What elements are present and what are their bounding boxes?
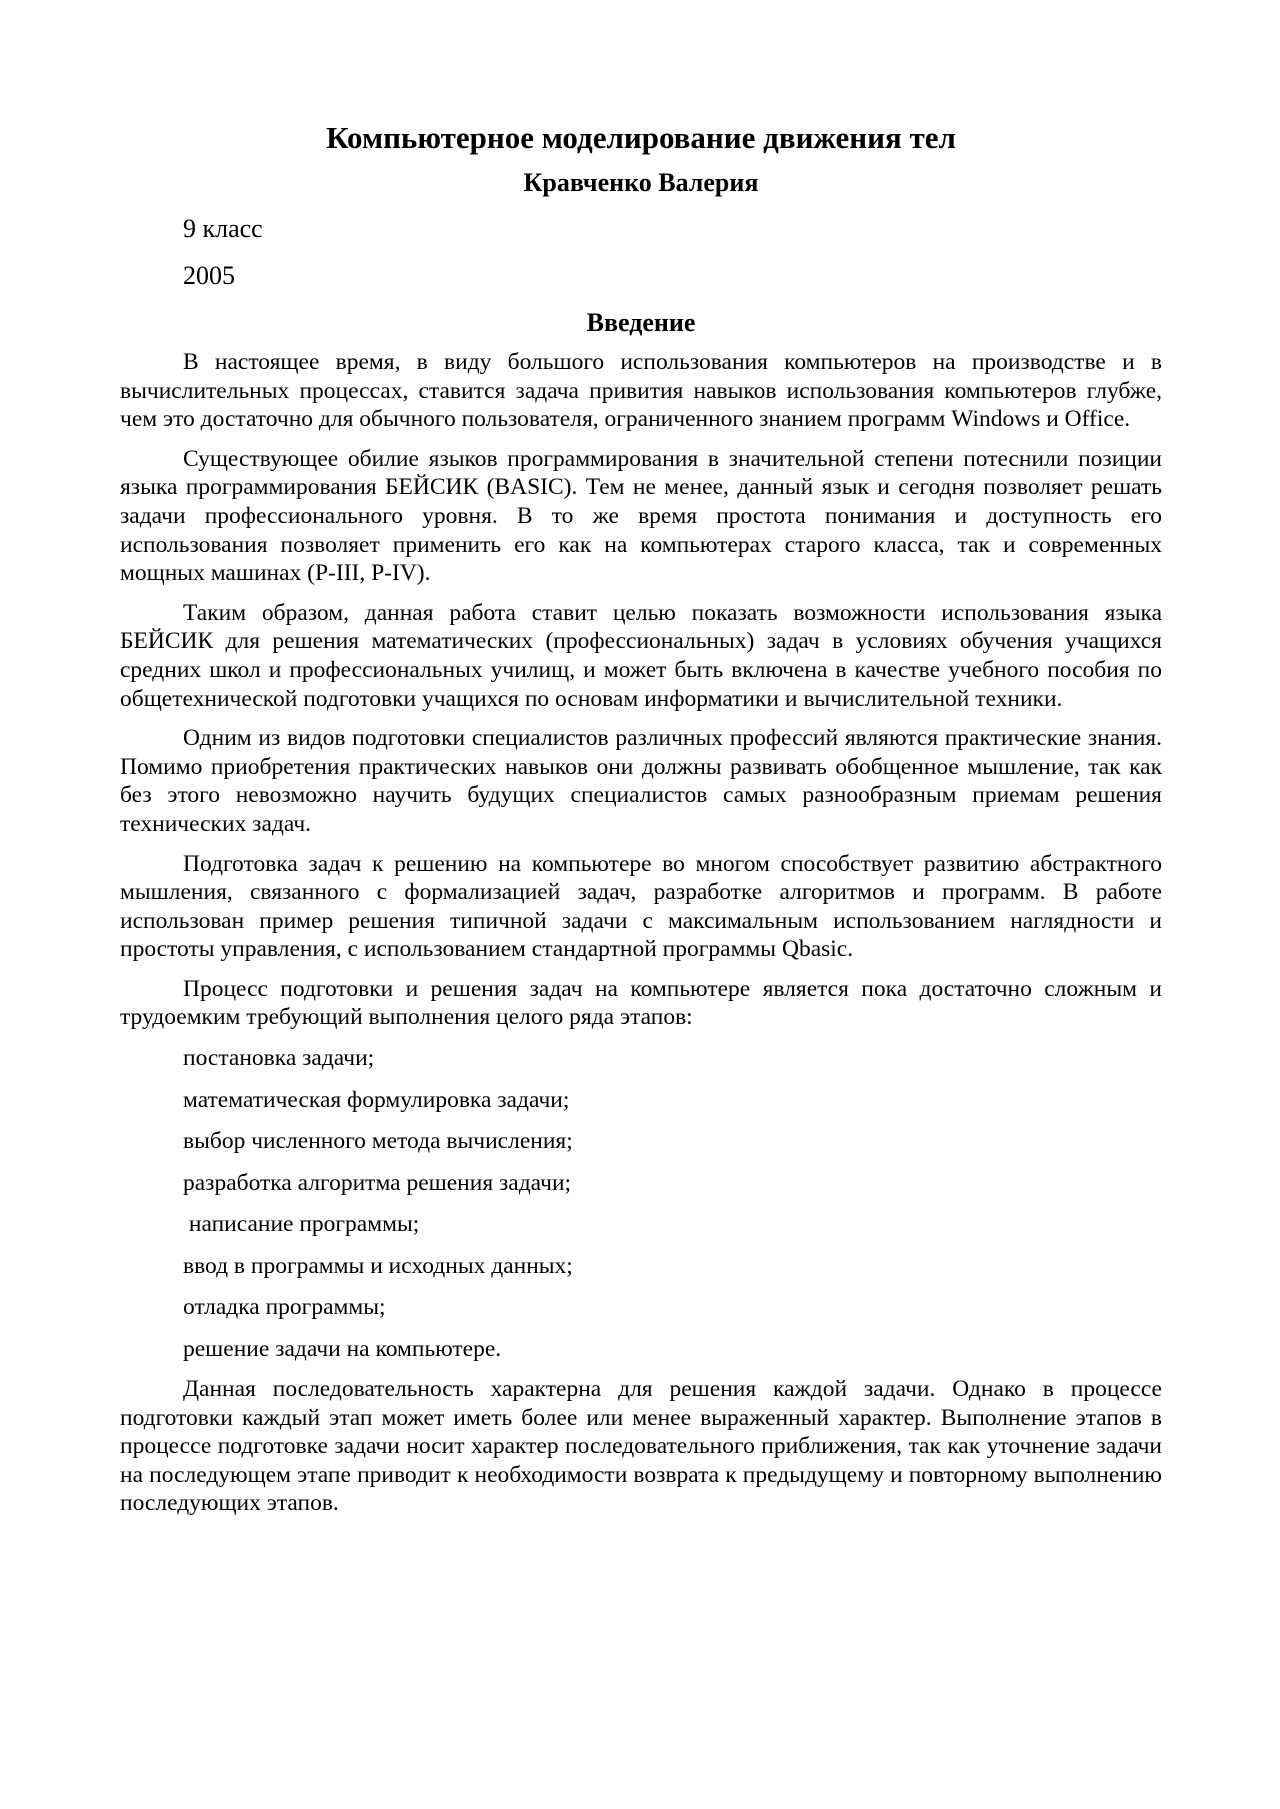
- list-item: постановка задачи;: [183, 1045, 375, 1072]
- document-title: Компьютерное моделирование движения тел: [326, 120, 956, 155]
- paragraph: Процесс подготовки и решения задач на компьютере является пока достаточно сложным и трудоемким требующий выполнения целого ряда этапов:: [120, 975, 1162, 1031]
- paragraph: Подготовка задач к решению на компьютере во многом способствует развитию абстрактного мышления, связанного с формализацией задач, разработке алгоритмов и программ. В работе использован пример решения типичной задачи с максимальным использованием наглядности и простоты управления, с использованием стандартной программы Qbasic.: [120, 850, 1162, 963]
- list-item: решение задачи на компьютере.: [183, 1335, 502, 1362]
- paragraph: В настоящее время, в виду большого использования компьютеров на производстве и в вычислительных процессах, ставится задача привития навыков использования компьютеров глубже, чем это достаточно для обычного пользователя, ограниченного знанием программ Windows и Office.: [120, 349, 1162, 433]
- section-heading-introduction: Введение: [586, 308, 696, 337]
- list-item: выбор численного метода вычисления;: [183, 1128, 573, 1155]
- list-item: написание программы;: [183, 1211, 420, 1238]
- list-item: отладка программы;: [183, 1294, 386, 1321]
- list-item: ввод в программы и исходных данных;: [183, 1252, 573, 1279]
- steps-list: [120, 1043, 1162, 1364]
- paragraph: Таким образом, данная работа ставит целью показать возможности использования языка БЕЙСИК для решения математических (профессиональных) задач в условиях обучения учащихся средних школ и профессиональных училищ, и может быть включена в качестве учебного пособия по общетехнической подготовки учащихся по основам информатики и вычислительной техники.: [120, 599, 1162, 712]
- year-label: 2005: [183, 261, 235, 290]
- paragraph: Существующее обилие языков программирования в значительной степени потеснили позиции языка программирования БЕЙСИК (BASIC). Тем не менее, данный язык и сегодня позволяет решать задачи профессионального уровня. В то же время простота понимания и доступность его использования позволяет применить его как на компьютерах старого класса, так и современных мощных машинах (P-III, P-IV).: [120, 445, 1162, 587]
- paragraph: Одним из видов подготовки специалистов различных профессий являются практические знания. Помимо приобретения практических навыков они должны развивать обобщенное мышление, так как без этого невозможно научить будущих специалистов самых разнообразным приемам решения технических задач.: [120, 725, 1162, 837]
- grade-label: 9 класс: [183, 214, 263, 243]
- list-item: математическая формулировка задачи;: [183, 1086, 570, 1113]
- closing-paragraph: Данная последовательность характерна для решения каждой задачи. Однако в процессе подготовки каждый этап может иметь более или менее выраженный характер. Выполнение этапов в процессе подготовке задачи носит характер последовательного приближения, так как уточнение задачи на последующем этапе приводит к необходимости возврата к предыдущему и повторному выполнению последующих этапов.: [120, 1376, 1162, 1517]
- list-item: разработка алгоритма решения задачи;: [183, 1169, 572, 1196]
- author-name: Кравченко Валерия: [523, 168, 759, 197]
